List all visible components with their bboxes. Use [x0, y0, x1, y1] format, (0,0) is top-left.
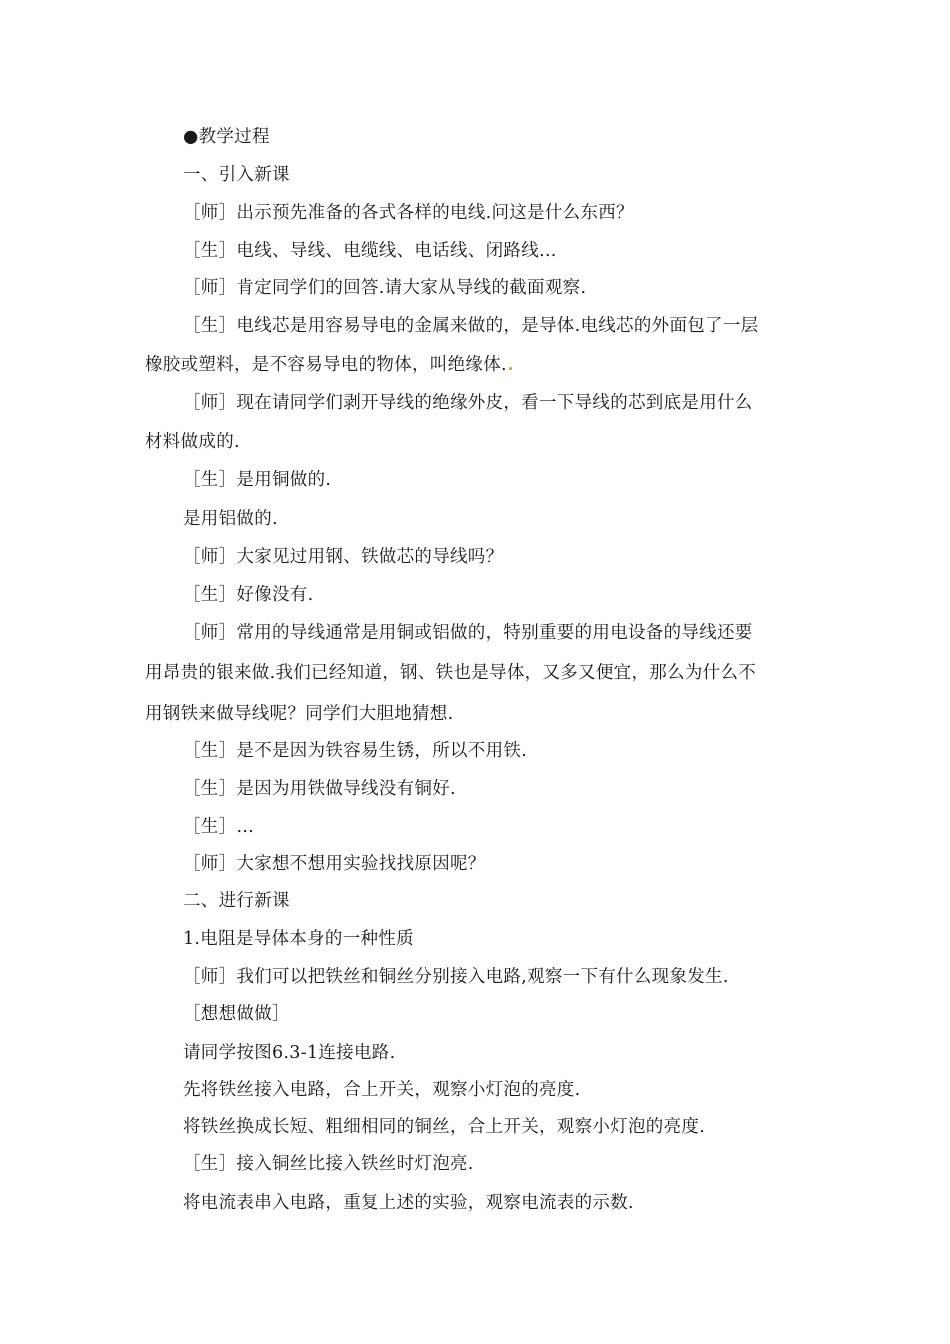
paragraph-line: ［生］电线芯是用容易导电的金属来做的，是导体.电线芯的外面包了一层 — [183, 316, 759, 336]
paragraph-line: ［师］我们可以把铁丝和铜丝分别接入电路,观察一下有什么现象发生. — [183, 967, 729, 987]
paragraph-line: ［生］是因为用铁做导线没有铜好. — [183, 779, 456, 799]
stray-mark — [509, 367, 512, 370]
paragraph-line: ［生］… — [183, 817, 255, 837]
paragraph-line: 将铁丝换成长短、粗细相同的铜丝，合上开关，观察小灯泡的亮度. — [183, 1117, 706, 1137]
paragraph-line: ［生］接入铜丝比接入铁丝时灯泡亮. — [183, 1154, 474, 1174]
paragraph-line: ［想想做做］ — [183, 1004, 290, 1024]
paragraph-line: 请同学按图6.3-1连接电路. — [183, 1043, 396, 1063]
paragraph-line: ［生］是不是因为铁容易生锈，所以不用铁. — [183, 741, 528, 761]
paragraph-line: 是用铝做的. — [183, 509, 278, 529]
paragraph-line: ［生］电线、导线、电缆线、电话线、闭路线… — [183, 241, 557, 261]
paragraph-line: ［师］常用的导线通常是用铜或铝做的，特别重要的用电设备的导线还要 — [183, 623, 753, 643]
section-heading: ●教学过程 — [183, 127, 270, 147]
paragraph-line: ［师］出示预先准备的各式各样的电线.问这是什么东西？ — [183, 203, 634, 223]
paragraph-line: 用昂贵的银来做.我们已经知道，钢、铁也是导体，又多又便宜，那么为什么不 — [145, 663, 757, 683]
paragraph-line: ［师］大家想不想用实验找找原因呢？ — [183, 854, 486, 874]
paragraph-line: 材料做成的. — [145, 432, 240, 452]
paragraph-line: 用钢铁来做导线呢？同学们大胆地猜想. — [145, 704, 454, 724]
paragraph-line: ［师］肯定同学们的回答.请大家从导线的截面观察. — [183, 278, 587, 298]
paragraph-text: 橡胶或塑料，是不容易导电的物体，叫绝缘体. — [145, 355, 507, 375]
paragraph-line: ［师］大家见过用钢、铁做芯的导线吗？ — [183, 547, 504, 567]
paragraph-line: 将电流表串入电路，重复上述的实验，观察电流表的示数. — [183, 1193, 634, 1213]
subsection-heading: 二、进行新课 — [183, 891, 290, 911]
paragraph-line — [145, 354, 815, 376]
paragraph-line: 先将铁丝接入电路，合上开关，观察小灯泡的亮度. — [183, 1080, 581, 1100]
paragraph-line: ［生］是用铜做的. — [183, 470, 332, 490]
paragraph-line: ［师］现在请同学们剥开导线的绝缘外皮，看一下导线的芯到底是用什么 — [183, 393, 753, 413]
paragraph-line: ［生］好像没有. — [183, 585, 314, 605]
numbered-heading: 1.电阻是导体本身的一种性质 — [183, 929, 414, 949]
subsection-heading: 一、引入新课 — [183, 165, 290, 185]
